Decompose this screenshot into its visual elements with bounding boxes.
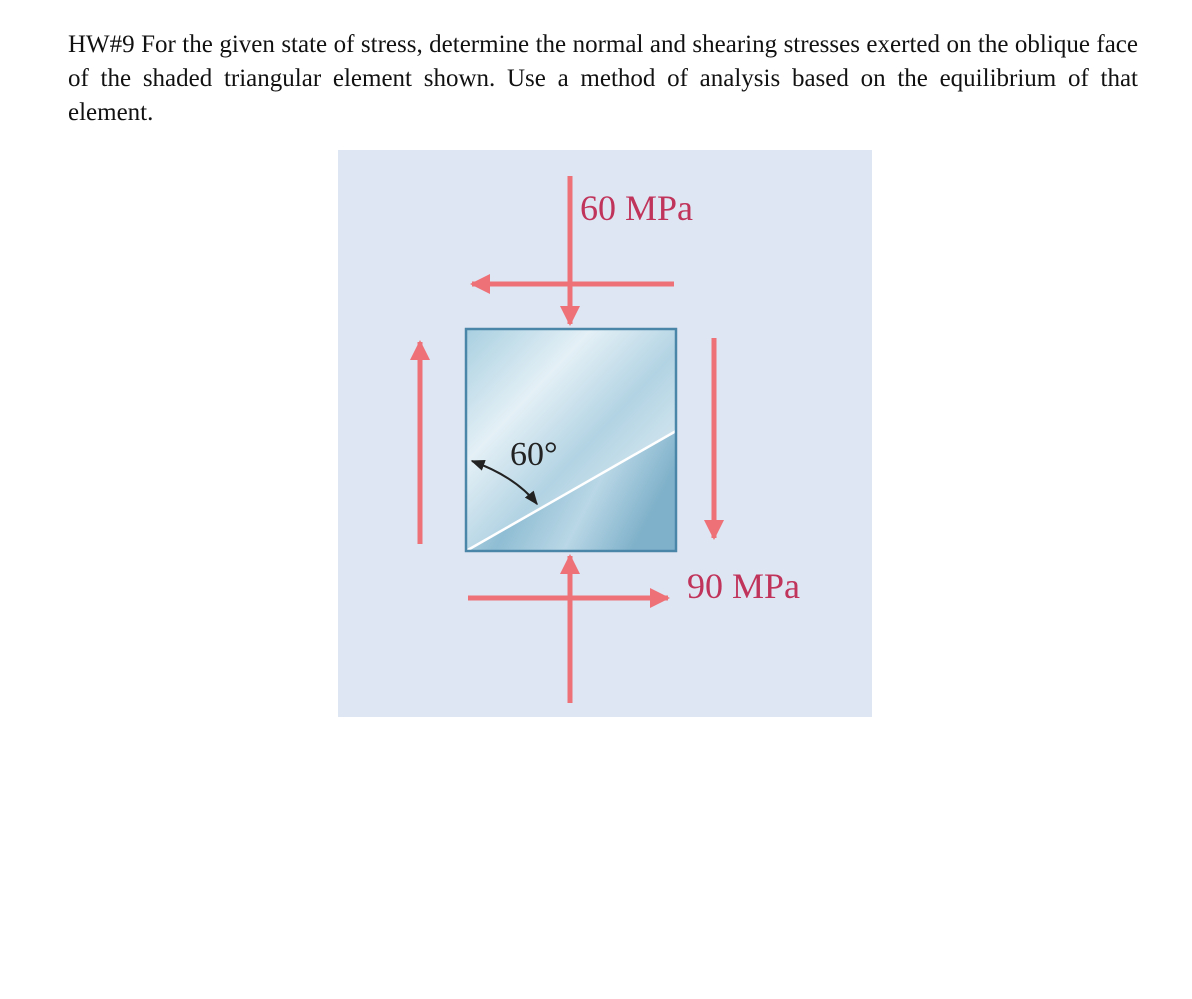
- angle-label: 60°: [510, 436, 558, 473]
- shear-stress-label: 90 MPa: [687, 566, 801, 606]
- vertical-stress-label: 60 MPa: [580, 188, 694, 228]
- stress-element: [466, 329, 676, 551]
- problem-statement: HW#9 For the given state of stress, determine the normal and shearing stresses exerted on the oblique face of the shaded triangular element shown. Use a method of analysis based on the equilibrium of that element.: [68, 31, 1138, 126]
- stress-element-figure: [338, 150, 872, 717]
